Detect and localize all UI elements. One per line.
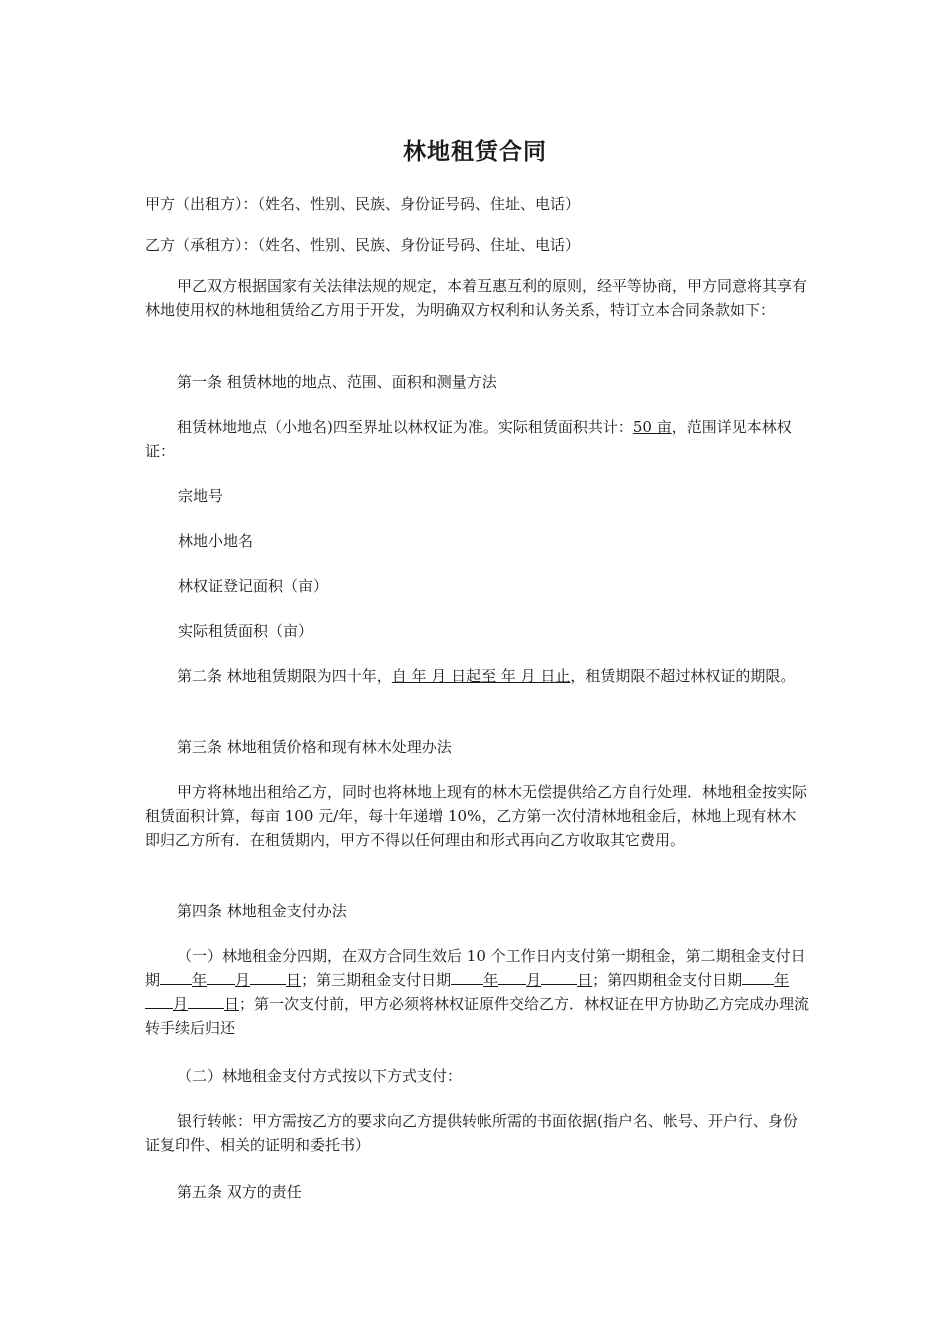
document-title: 林地租赁合同 — [403, 139, 547, 165]
article-1-area: 50 亩 — [632, 418, 672, 436]
field-parcel-number: 宗地号 — [178, 487, 224, 505]
blank-line — [541, 968, 577, 985]
party-a-line: 甲方（出租方）：（姓名、性别、民族、身份证号码、住址、电话） — [145, 195, 581, 213]
article-2-period: 自 年 月 日起至 年 月 日止 — [391, 667, 571, 685]
field-registered-area: 林权证登记面积（亩） — [178, 577, 329, 595]
blank-line — [145, 992, 173, 1009]
year-label: 年 — [192, 971, 208, 989]
month-label: 月 — [235, 971, 251, 989]
month-label: 月 — [173, 995, 189, 1013]
article-1-text — [145, 415, 810, 463]
field-place-name: 林地小地名 — [178, 532, 254, 550]
month-label: 月 — [526, 971, 542, 989]
article-1-text-a: 租赁林地地点（小地名)四至界址以林权证为准。实际租赁面积共计： — [177, 418, 633, 436]
blank-line — [207, 968, 235, 985]
article-2-text-b: ，租赁期限不超过林权证的期限。 — [570, 667, 796, 685]
field-actual-area: 实际租赁面积（亩） — [178, 622, 314, 640]
article-5-heading: 第五条 双方的责任 — [177, 1183, 302, 1201]
article-2-text — [145, 664, 810, 688]
day-label: 日 — [224, 995, 240, 1013]
intro-paragraph: 甲乙双方根据国家有关法律法规的规定，本着互惠互利的原则，经平等协商，甲方同意将其享有林地使用权的林地租赁给乙方用于开发，为明确双方权利和认务关系，特订立本合同条款如下： — [145, 277, 808, 319]
article-4-paragraph-2: （二）林地租金支付方式按以下方式支付： — [177, 1067, 463, 1085]
blank-line — [742, 968, 774, 985]
day-label: 日 — [577, 971, 593, 989]
blank-line — [188, 992, 224, 1009]
article-4-heading: 第四条 林地租金支付办法 — [177, 902, 347, 920]
day-label: 日 — [286, 971, 302, 989]
blank-line — [451, 968, 483, 985]
blank-line — [160, 968, 192, 985]
article-4-paragraph-1 — [145, 944, 810, 1040]
article-4-p1-b: ；第三期租金支付日期 — [301, 971, 452, 989]
blank-line — [250, 968, 286, 985]
article-3-text: 甲方将林地出租给乙方，同时也将林地上现有的林木无偿提供给乙方自行处理．林地租金按实际租赁面积计算，每亩 100 元/年，每十年递增 10%，乙方第一次付清林地租金后，林地上现有林木即归乙方所有．在租赁期内，甲方不得以任何理由和形式再向乙方收取其它费用。 — [145, 783, 808, 849]
year-label: 年 — [774, 971, 790, 989]
article-1-text-b: ，范围详见本林权证： — [145, 418, 792, 460]
year-label: 年 — [483, 971, 499, 989]
article-4-p1-a: （一）林地租金分四期，在双方合同生效后 10 个工作日内支付第一期租金，第二期租金支付日期 — [145, 947, 806, 989]
article-1-heading: 第一条 租赁林地的地点、范围、面积和测量方法 — [177, 373, 497, 391]
article-3-heading: 第三条 林地租赁价格和现有林木处理办法 — [177, 738, 452, 756]
bank-transfer-paragraph: 银行转帐：甲方需按乙方的要求向乙方提供转帐所需的书面依据(指户名、帐号、开户行、身份证复印件、相关的证明和委托书） — [145, 1112, 798, 1154]
party-b-line: 乙方（承租方）：（姓名、性别、民族、身份证号码、住址、电话） — [145, 236, 581, 254]
article-4-p1-c: ；第四期租金支付日期 — [592, 971, 743, 989]
article-4-p1-d: ；第一次支付前，甲方必须将林权证原件交给乙方．林权证在甲方协助乙方完成办理流转手续后归还 — [145, 995, 810, 1037]
blank-line — [498, 968, 526, 985]
article-2-text-a: 第二条 林地租赁期限为四十年， — [177, 667, 392, 685]
